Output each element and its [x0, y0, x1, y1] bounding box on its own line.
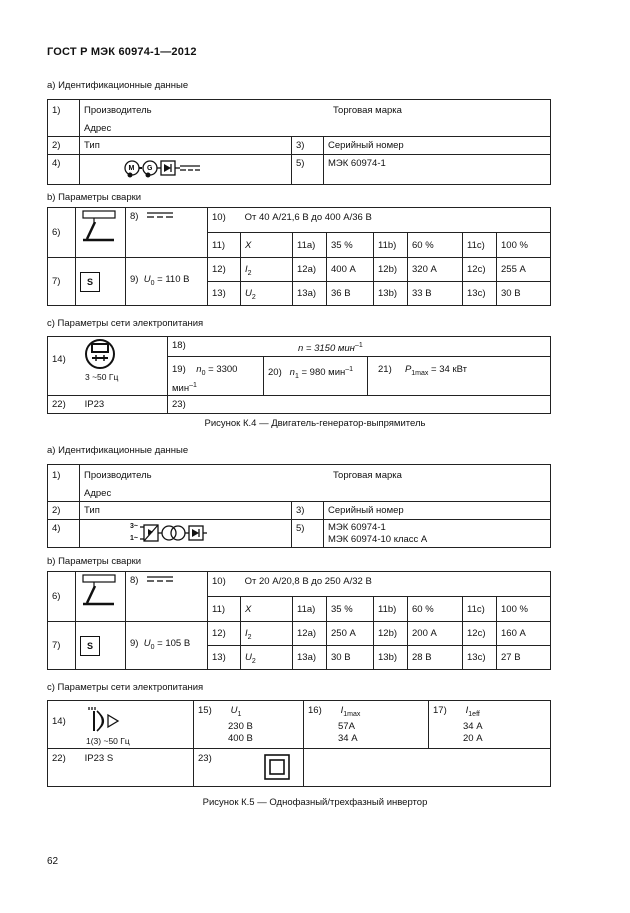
fig4-n11c: 11c) — [467, 240, 485, 251]
fig5-n14: 14) — [52, 716, 66, 727]
fig5-serial: Серийный номер — [328, 505, 404, 516]
fig4-speed: n = 3150 мин — [298, 343, 355, 355]
fig4-v13b: 33 В — [412, 288, 432, 299]
fig4-current-range: От 40 А/21,6 В до 400 А/36 В — [244, 212, 372, 223]
fig5-n13: 13) — [212, 652, 226, 663]
fig4-n11b: 11b) — [378, 240, 397, 251]
fig4-v21: = 34 кВт — [431, 364, 467, 375]
fig5-i1eff-a: 34 А — [463, 720, 483, 732]
fig5-sym-top: 3~ — [130, 523, 138, 530]
fig5-v13c: 27 В — [501, 652, 521, 663]
fig4-n6: 6) — [52, 226, 61, 238]
fig5-n7: 7) — [52, 639, 61, 651]
fig4-motor-generator-rectifier-icon — [124, 156, 224, 180]
fig5-n13c: 13c) — [467, 652, 486, 663]
fig5-section-a-title: а) Идентификационные данные — [47, 445, 189, 456]
fig5-section-b-title: b) Параметры сварки — [47, 556, 142, 567]
fig5-x-label: X — [245, 604, 252, 615]
fig5-v11a: 35 % — [331, 604, 353, 615]
fig5-n22: 22) — [52, 753, 66, 764]
fig4-v13a: 36 В — [331, 288, 351, 299]
fig5-n12b: 12b) — [378, 628, 398, 639]
fig5-n5: 5) — [296, 523, 305, 534]
fig5-freq: 1(3) ~50 Гц — [86, 736, 130, 746]
fig4-n5: 5) — [296, 158, 305, 169]
fig4-n19: 19) — [172, 364, 186, 375]
fig5-standard2: МЭК 60974-10 класс А — [328, 534, 428, 545]
fig5-welding-params-table: 6) 8) 10) От 20 А/20,8 В до 250 А/32 В 11) X 11a) 35 % 11b) 60 % 11c) 100 % 7) S 9) $U_0 = 105$ В 12) $I_2$ 12a) 250 А 12b) 200 А 12c) 160 А 13) $U_2$ 13a) 30 В 13b) 28 В 13c) 27 В — [47, 571, 551, 670]
fig5-v13a: 30 В — [331, 652, 351, 663]
fig4-n13: 13) — [212, 288, 226, 299]
fig4-supply-params-table: 14) 3 ~50 Гц 18) n = 3150 мин$^{-1}$ 19) $n_0 = 3300$ мин$^{-1}$ 20) $n_1 = 980$ мин$^{-1}$ 21) $P_{1max} = 34$ кВт 22) IP23 23) — [47, 336, 551, 414]
fig5-brand: Торговая марка — [333, 470, 402, 481]
fig5-u0: = 105 В — [157, 637, 191, 649]
fig5-u1-230: 230 В — [228, 720, 253, 732]
fig4-s-symbol: S — [80, 272, 100, 292]
fig5-n3: 3) — [296, 505, 305, 516]
fig4-ip: IP23 — [84, 399, 105, 411]
fig5-n9: 9) — [130, 637, 139, 649]
fig4-v12c: 255 А — [501, 264, 526, 275]
fig4-caption: Рисунок К.4 — Двигатель-генератор-выпрямитель — [204, 418, 426, 429]
fig5-caption: Рисунок К.5 — Однофазный/трехфазный инвертор — [202, 797, 428, 808]
fig4-n14: 14) — [52, 354, 66, 365]
fig5-n11: 11) — [212, 604, 226, 615]
fig4-v13c: 30 В — [501, 288, 521, 299]
fig5-n16: 16) — [308, 705, 322, 716]
fig5-v11c: 100 % — [501, 604, 528, 615]
fig5-v11b: 60 % — [412, 604, 434, 615]
fig4-serial: Серийный номер — [328, 140, 404, 151]
fig4-n18: 18) — [172, 340, 186, 351]
fig4-brand: Торговая марка — [333, 105, 402, 116]
fig4-identification-table — [47, 99, 551, 185]
fig5-s-symbol: S — [80, 636, 100, 656]
fig5-n4: 4) — [52, 523, 61, 534]
fig4-v11b: 60 % — [412, 240, 434, 251]
fig5-dc-current-icon — [147, 575, 177, 583]
fig5-n6: 6) — [52, 590, 61, 602]
fig5-n13a: 13a) — [297, 652, 317, 663]
fig5-identification-table — [47, 464, 551, 548]
fig5-v12b: 200 А — [412, 628, 437, 639]
fig4-section-c-title: с) Параметры сети электропитания — [47, 318, 204, 329]
page-number: 62 — [47, 856, 59, 867]
fig4-v12b: 320 А — [412, 264, 437, 275]
fig5-ip: IP23 S — [84, 753, 114, 764]
fig5-i1max-b: 34 А — [338, 732, 358, 744]
fig4-n23: 23) — [172, 399, 186, 411]
fig4-x-label: X — [245, 240, 252, 251]
fig5-i1eff-b: 20 А — [463, 732, 483, 744]
fig4-n12c: 12c) — [467, 264, 486, 275]
fig5-n2: 2) — [52, 505, 61, 516]
fig4-n7: 7) — [52, 275, 61, 287]
document-header: ГОСТ Р МЭК 60974-1—2012 — [47, 46, 197, 58]
fig5-inverter-symbol-icon — [140, 521, 240, 545]
fig4-welding-params-table: 6) 8) 10) От 40 А/21,6 В до 400 А/36 В 11) X 11a) 35 % 11b) 60 % 11c) 100 % 7) S 9) $U_0 = 110$ В 12) $I_2$ 12a) 400 А 12b) 320 А 12c) 255 А 13) $U_2$ 13a) 36 В 13b) 33 В 13c) 30 В — [47, 207, 551, 306]
fig4-welding-process-icon — [80, 209, 122, 247]
fig4-v11a: 35 % — [331, 240, 353, 251]
fig4-n12: 12) — [212, 264, 226, 275]
fig4-n13a: 13a) — [297, 288, 317, 299]
fig5-standard1: МЭК 60974-1 — [328, 522, 386, 533]
fig5-i1max-a: 57А — [338, 720, 355, 732]
fig4-n12a: 12a) — [297, 264, 317, 275]
fig5-v12c: 160 А — [501, 628, 526, 639]
fig4-n22: 22) — [52, 399, 66, 411]
fig5-section-c-title: с) Параметры сети электропитания — [47, 682, 204, 693]
fig4-manufacturer: Производитель — [84, 105, 152, 116]
fig4-n12b: 12b) — [378, 264, 398, 275]
fig5-current-range: От 20 А/20,8 В до 250 А/32 В — [244, 576, 372, 587]
fig5-n23: 23) — [198, 753, 212, 764]
fig5-n12: 12) — [212, 628, 226, 639]
fig5-supply-params-table: 14) 1(3) ~50 Гц 15) $U_1$ 230 В 400 В 16) $I_{1max}$ 57А 34 А 17) $I_{1eff}$ 34 А 20 А 22) IP23 S 23) — [47, 700, 551, 787]
fig4-v12a: 400 А — [331, 264, 356, 275]
fig5-inverter-supply-icon — [88, 705, 128, 735]
fig5-n1: 1) — [52, 470, 61, 481]
svg-text:M: M — [128, 165, 135, 172]
fig5-double-insulation-icon — [264, 754, 290, 780]
fig5-n10: 10) — [212, 576, 226, 587]
fig4-n1: 1) — [52, 105, 61, 116]
fig5-v13b: 28 В — [412, 652, 432, 663]
fig4-section-a-title: а) Идентификационные данные — [47, 80, 189, 91]
fig5-n8: 8) — [130, 575, 139, 586]
fig4-n4: 4) — [52, 158, 61, 169]
fig4-motor-supply-icon — [82, 338, 118, 370]
fig5-n17: 17) — [433, 705, 447, 716]
fig5-sym-bot: 1~ — [130, 535, 138, 542]
fig4-address: Адрес — [84, 123, 112, 134]
fig4-v19: = 3300 мин — [172, 364, 238, 395]
fig5-n12c: 12c) — [467, 628, 486, 639]
fig5-welding-process-icon — [80, 573, 122, 611]
fig4-section-b-title: b) Параметры сварки — [47, 192, 142, 203]
fig4-freq: 3 ~50 Гц — [85, 372, 119, 382]
fig5-n12a: 12a) — [297, 628, 317, 639]
fig4-n11: 11) — [212, 240, 226, 251]
fig4-dc-current-icon — [147, 211, 177, 219]
fig5-n15: 15) — [198, 705, 212, 716]
fig4-v20: = 980 мин — [301, 367, 346, 379]
fig5-n11b: 11b) — [378, 604, 397, 615]
fig4-n20: 20) — [268, 367, 282, 379]
fig5-n13b: 13b) — [378, 652, 398, 663]
fig5-manufacturer: Производитель — [84, 470, 152, 481]
fig4-n10: 10) — [212, 212, 226, 223]
fig5-type: Тип — [84, 505, 100, 516]
fig4-n2: 2) — [52, 140, 61, 151]
fig4-standard: МЭК 60974-1 — [328, 158, 386, 169]
fig4-n13c: 13c) — [467, 288, 486, 299]
fig4-n11a: 11a) — [297, 240, 316, 251]
fig5-n11a: 11a) — [297, 604, 316, 615]
fig5-n11c: 11c) — [467, 604, 485, 615]
fig4-n9: 9) — [130, 273, 139, 285]
fig4-n3: 3) — [296, 140, 305, 151]
fig5-v12a: 250 А — [331, 628, 356, 639]
fig4-n13b: 13b) — [378, 288, 398, 299]
fig4-n21: 21) — [378, 364, 392, 375]
fig5-address: Адрес — [84, 488, 112, 499]
fig4-u0: = 110 В — [157, 273, 190, 285]
fig4-v11c: 100 % — [501, 240, 528, 251]
fig5-u1-400: 400 В — [228, 732, 253, 744]
fig4-type: Тип — [84, 140, 100, 151]
fig4-n8: 8) — [130, 211, 139, 222]
svg-text:G: G — [147, 165, 153, 172]
